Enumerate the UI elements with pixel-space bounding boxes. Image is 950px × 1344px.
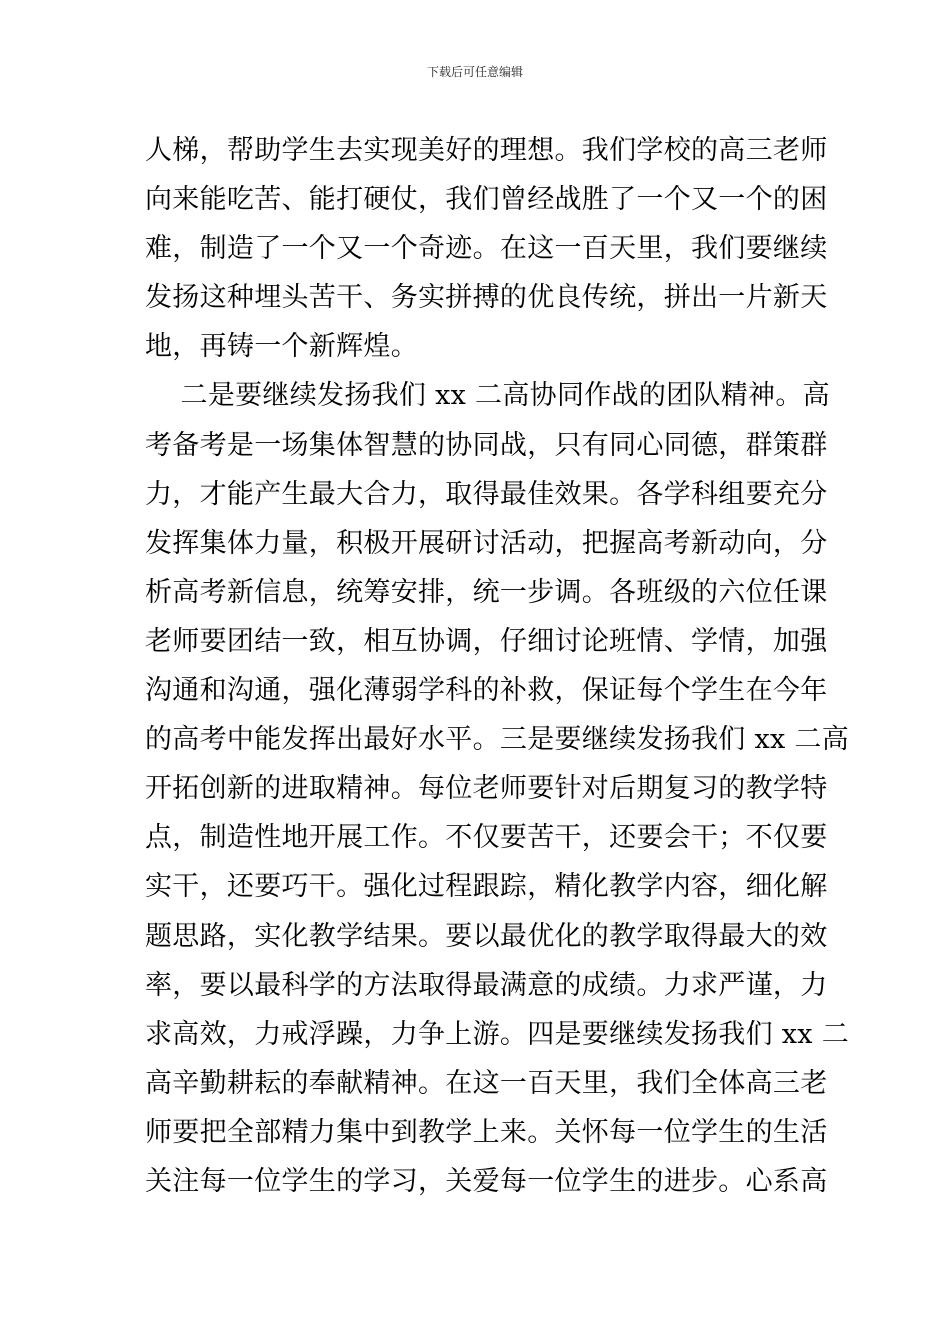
text-line: 率，要以最科学的方法取得最满意的成绩。力求严谨，力 xyxy=(145,969,828,1001)
text-line: 地，再铸一个新辉煌。 xyxy=(145,331,418,363)
text-line: 师要把全部精力集中到教学上来。关怀每一位学生的生活 xyxy=(145,1116,828,1148)
text-line: 点，制造性地开展工作。不仅要苦干，还要会干；不仅要 xyxy=(145,822,828,854)
text-line: 高辛勤耕耘的奉献精神。在这一百天里，我们全体高三老 xyxy=(145,1067,828,1099)
text-line: 发挥集体力量，积极开展研讨活动，把握高考新动向，分 xyxy=(145,527,828,559)
text-line: 老师要团结一致，相互协调，仔细讨论班情、学情，加强 xyxy=(145,625,828,657)
text-line: 实干，还要巧干。强化过程跟踪，精化教学内容，细化解 xyxy=(145,871,828,903)
text-line: 沟通和沟通，强化薄弱学科的补救，保证每个学生在今年 xyxy=(145,675,828,707)
document-body xyxy=(145,126,850,1206)
text-line: 析高考新信息，统筹安排，统一步调。各班级的六位任课 xyxy=(145,576,828,608)
text-line: 向来能吃苦、能打硬仗，我们曾经战胜了一个又一个的困 xyxy=(145,184,828,216)
page-header: 下载后可任意编辑 xyxy=(426,65,523,79)
text-line: 力，才能产生最大合力，取得最佳效果。各学科组要充分 xyxy=(145,478,828,510)
text-line: 开拓创新的进取精神。每位老师要针对后期复习的教学特 xyxy=(145,773,828,805)
text-line: 二是要继续发扬我们 xx 二高协同作战的团队精神。高 xyxy=(145,380,830,412)
text-line: 题思路，实化教学结果。要以最优化的教学取得最大的效 xyxy=(145,920,828,952)
text-line: 求高效，力戒浮躁，力争上游。四是要继续发扬我们 xx 二 xyxy=(145,1018,850,1050)
text-line: 关注每一位学生的学习，关爱每一位学生的进步。心系高 xyxy=(145,1165,828,1197)
text-line: 发扬这种埋头苦干、务实拼搏的优良传统，拼出一片新天 xyxy=(145,282,828,314)
text-line: 的高考中能发挥出最好水平。三是要继续发扬我们 xx 二高 xyxy=(145,724,850,756)
text-line: 人梯，帮助学生去实现美好的理想。我们学校的高三老师 xyxy=(145,135,828,166)
text-line: 考备考是一场集体智慧的协同战，只有同心同德，群策群 xyxy=(145,429,828,461)
text-line: 难，制造了一个又一个奇迹。在这一百天里，我们要继续 xyxy=(145,233,828,265)
